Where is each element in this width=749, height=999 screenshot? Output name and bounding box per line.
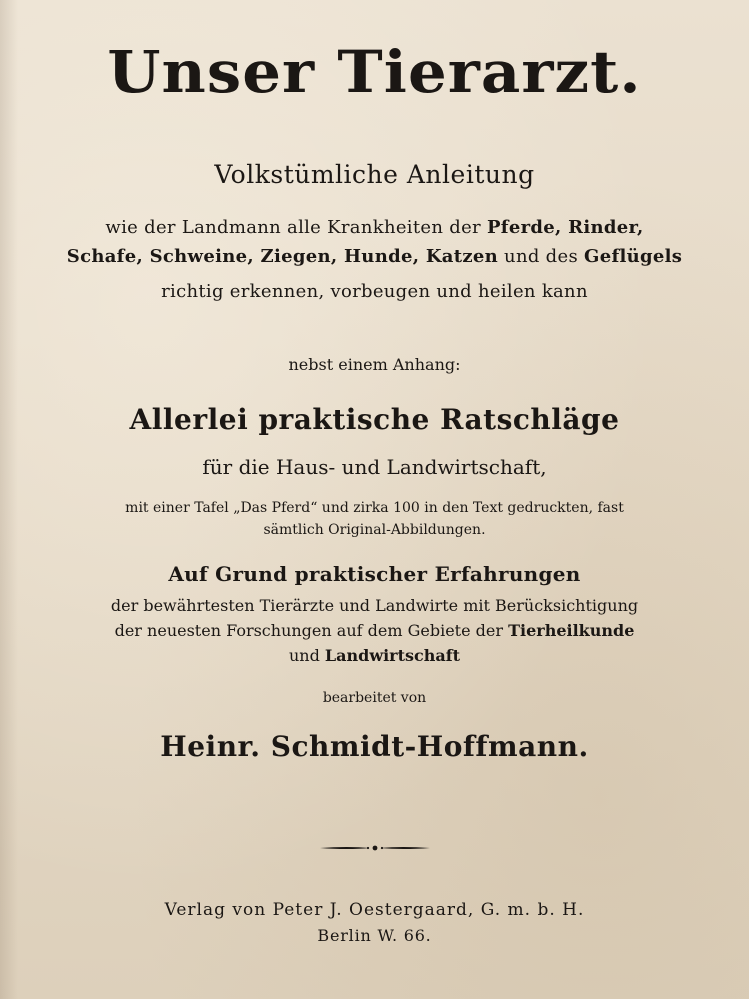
illustrations-line-1: mit einer Tafel „Das Pferd“ und zirka 100 in den Text gedruckten, fast [125,500,624,516]
edited-by: bearbeitet von [322,690,427,706]
book-subtitle: Volkstümliche Anleitung [214,160,535,189]
experience-heading: Auf Grund praktischer Erfahrungen [168,562,581,586]
publisher: Verlag von Peter J. Oestergaard, G. m. b. H. [164,900,585,920]
description-line-2-connector: und des [498,246,585,267]
experience-line-3-text: und [288,646,325,665]
experience-line-3-agriculture: Landwirtschaft [324,646,461,665]
appendix-title: Allerlei praktische Ratschläge [129,403,620,436]
illustrations-line-2: sämtlich Original-Abbildungen. [263,522,486,538]
author-name: Heinr. Schmidt-Hoffmann. [160,730,589,763]
experience-line-1: der bewährtesten Tierärzte und Landwirte mit Berücksichtigung [110,596,639,615]
appendix-intro: nebst einem Anhang: [288,355,461,374]
description-line-2-poultry: Geflügels [584,246,683,267]
experience-line-2-text: der neuesten Forschungen auf dem Gebiete der [114,621,509,640]
experience-line-2-veterinary: Tierheilkunde [508,621,635,640]
description-line-2-animals: Schafe, Schweine, Ziegen, Hunde, Katzen [66,246,499,267]
description-line-1-text: wie der Landmann alle Krankheiten der [105,217,487,238]
description-line-2 [0,246,749,267]
experience-line-2 [0,621,749,640]
ornament-divider-icon [318,842,432,854]
book-title: Unser Tierarzt. [107,38,642,106]
description-line-3: richtig erkennen, vorbeugen und heilen kann [161,281,588,302]
publisher-city: Berlin W. 66. [317,926,432,945]
description-line-1 [0,217,749,238]
appendix-for: für die Haus- und Landwirtschaft, [202,455,547,479]
experience-line-3 [0,646,749,665]
description-line-1-animals: Pferde, Rinder, [486,217,644,238]
